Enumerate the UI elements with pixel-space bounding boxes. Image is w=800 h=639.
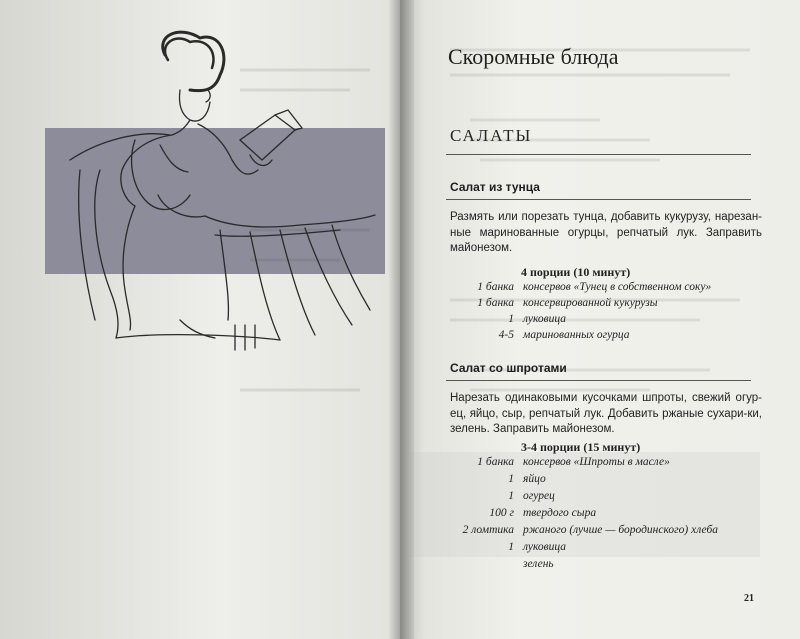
recipe-title: Салат со шпротами (450, 361, 567, 375)
ingredient-qty: 1 банка (477, 297, 514, 309)
ingredient-item: луковица (523, 541, 567, 553)
ingredient-item: консервов «Тунец в собственном соку» (523, 281, 712, 293)
ingredient-item: ржаного (лучше — бородинского) хлеба (523, 524, 719, 536)
recipe-portion: 3-4 порции (15 минут) (521, 440, 641, 454)
ingredient-item: луковица (523, 313, 567, 325)
recipe-title: Салат из тунца (450, 180, 540, 194)
ingredient-qty: 100 г (489, 507, 514, 519)
ingredient-qty: 1 (508, 313, 514, 325)
ingredient-qty: 1 (508, 473, 514, 485)
ingredient-item: яйцо (523, 473, 546, 485)
page-number: 21 (744, 593, 754, 604)
recipe-rule (446, 199, 751, 200)
ingredient-item: зелень (523, 558, 554, 570)
recipe-rule (446, 380, 751, 381)
ingredient-item: консервированной кукурузы (523, 297, 658, 309)
ingredient-item: маринованных огурца (523, 329, 630, 341)
ingredient-qty: 2 ломтика (462, 524, 514, 536)
ingredient-qty: 1 (508, 490, 514, 502)
ingredient-qty: 1 банка (477, 456, 514, 468)
recipe-portion: 4 порции (10 минут) (521, 265, 631, 279)
section-rule (446, 154, 751, 155)
ingredient-item: консервов «Шпроты в масле» (523, 456, 670, 468)
ingredient-qty: 4-5 (498, 329, 514, 341)
recipe-description: Размять или порезать тунца, добавить кукурузу, нарезан-ные маринованные огурцы, репчатый лук. Заправить майонезом. (450, 211, 762, 254)
ingredient-item: огурец (523, 490, 555, 502)
ingredient-qty: 1 (508, 541, 514, 553)
ingredient-qty: 1 банка (477, 281, 514, 293)
woman-reading-illustration (40, 20, 390, 360)
section-heading: САЛАТЫ (450, 126, 533, 145)
recipe-description: Нарезать одинаковыми кусочками шпроты, свежий огур-ец, яйцо, сыр, репчатый лук. Добавить ржаные сухари-ки, зелень. Заправить майонезом. (450, 392, 762, 435)
gutter-shadow (388, 0, 414, 639)
page-title: Скоромные блюда (448, 44, 619, 69)
ingredient-item: твердого сыра (523, 507, 597, 519)
